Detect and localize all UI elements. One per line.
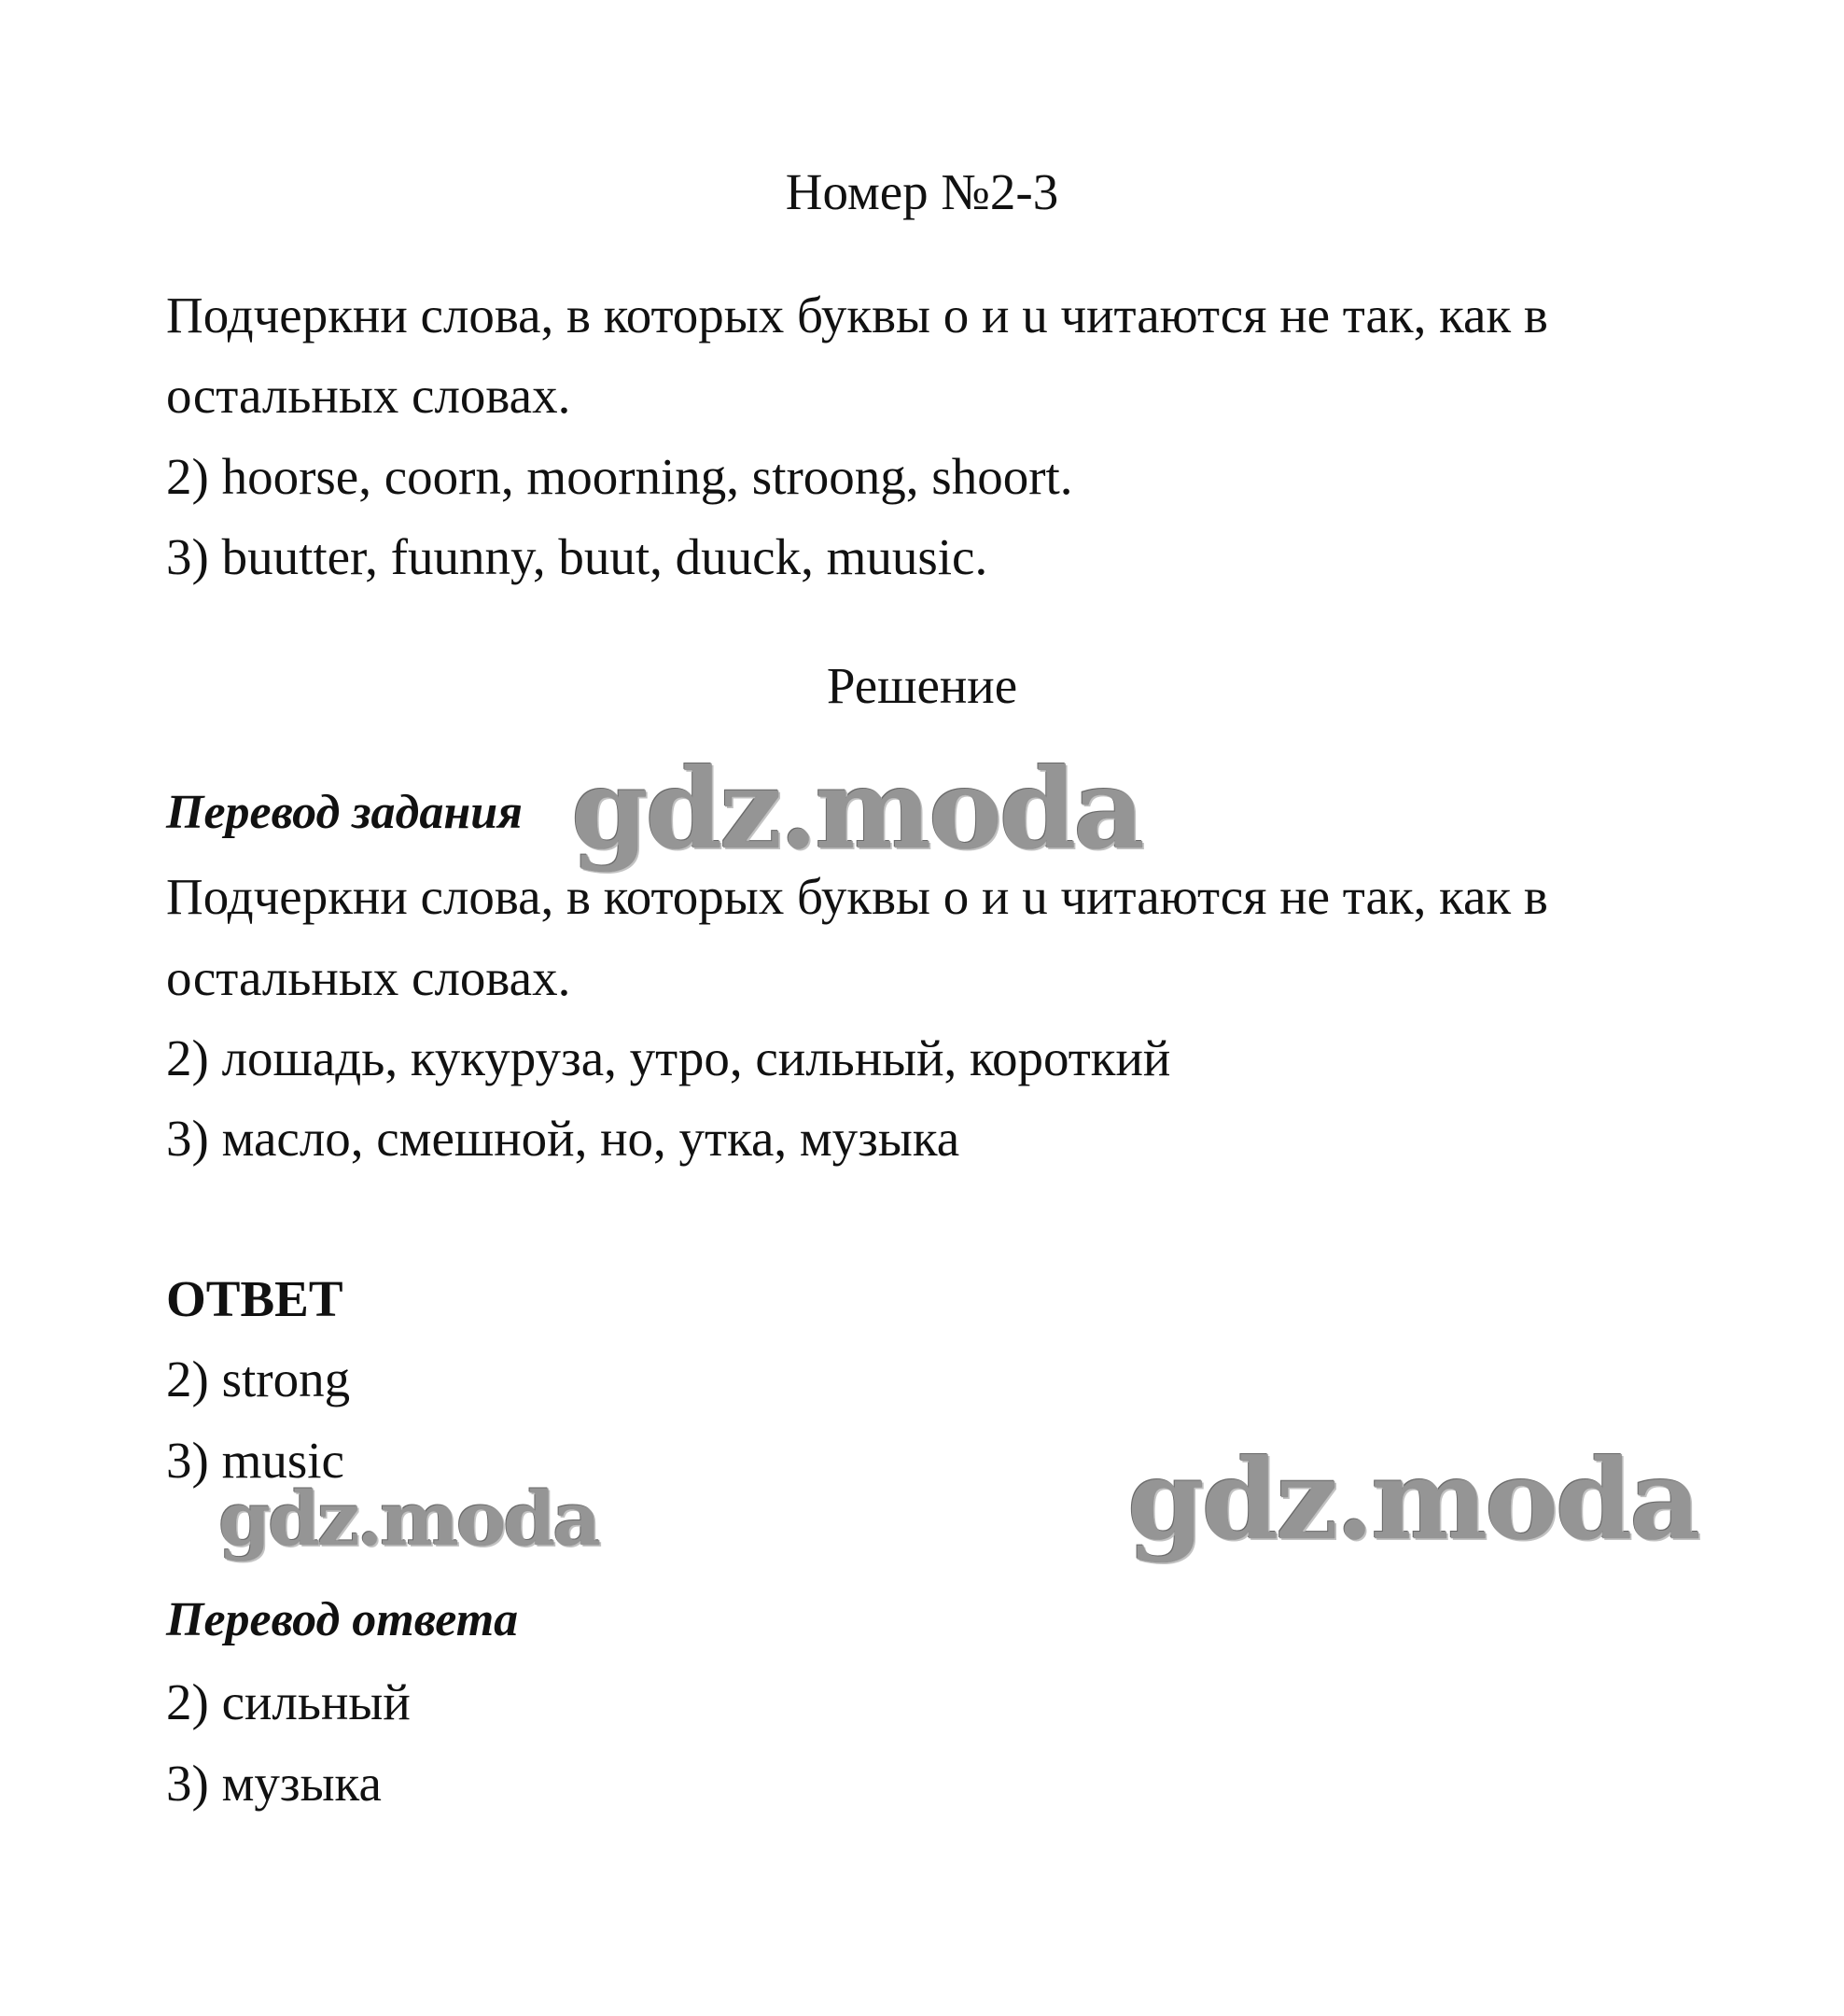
translation-answer-item-2: 2) сильный [166, 1673, 411, 1730]
translation-answer-item-3: 3) музыка [166, 1755, 382, 1812]
translation-answer-heading: Перевод ответа [166, 1593, 519, 1646]
translation-line1: Подчеркни слова, в которых буквы o и u читаются не так, как в [166, 868, 1548, 925]
task-item-3: 3) buutter, fuunny, buut, duuck, muusic. [166, 528, 988, 585]
watermark-logo: gdz.moda [1127, 1435, 1698, 1564]
watermark-logo: gdz.moda [218, 1475, 598, 1562]
answer-item-3: 3) music [166, 1432, 344, 1489]
translation-task-heading: Перевод задания [166, 786, 523, 839]
translation-item-2: 2) лошадь, кукуруза, утро, сильный, короткий [166, 1029, 1171, 1086]
watermark-logo: gdz.moda [571, 744, 1142, 874]
task-instruction-line2: остальных словах. [166, 367, 571, 424]
page-title: Номер №2-3 [785, 163, 1059, 220]
task-instruction-line1: Подчеркни слова, в которых буквы o и u читаются не так, как в [166, 287, 1548, 343]
answer-heading: ОТВЕТ [166, 1270, 343, 1327]
answer-item-2: 2) strong [166, 1351, 351, 1407]
translation-item-3: 3) масло, смешной, но, утка, музыка [166, 1110, 960, 1167]
solution-heading: Решение [826, 657, 1018, 714]
task-item-2: 2) hoorse, coorn, moorning, stroong, shoort. [166, 448, 1073, 505]
translation-line2: остальных словах. [166, 949, 571, 1006]
